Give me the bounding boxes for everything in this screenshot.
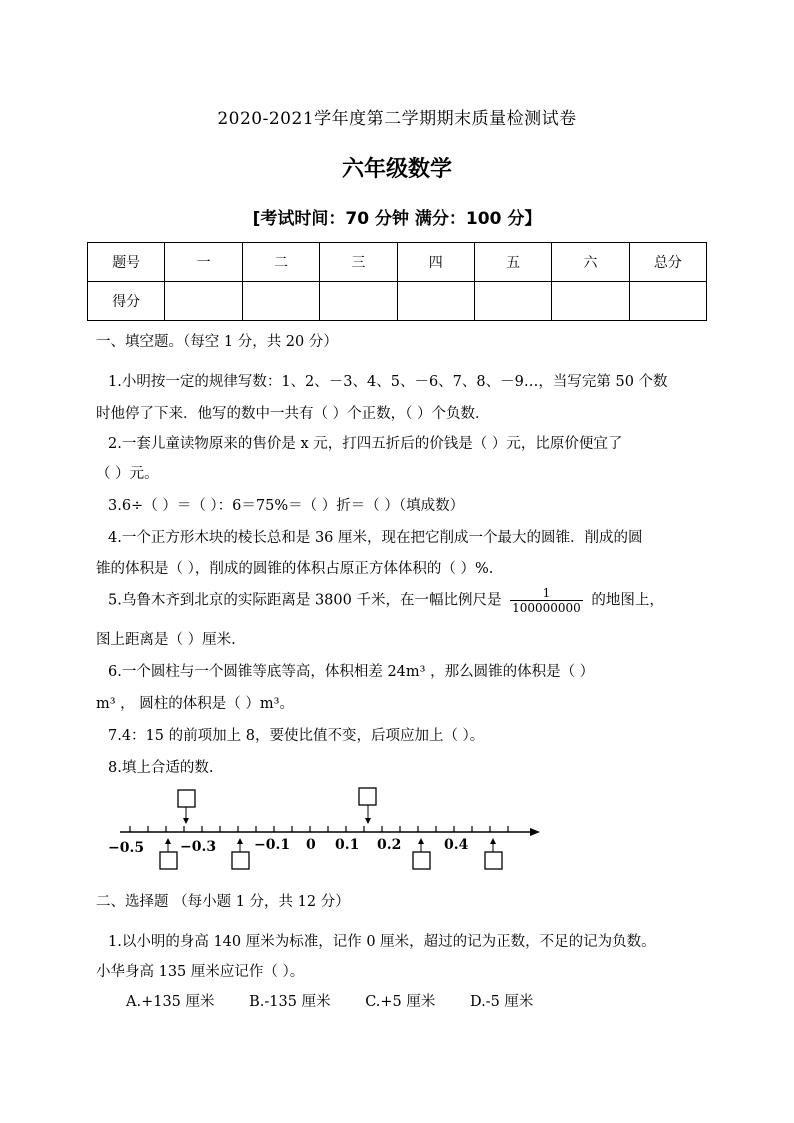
q1-line1: 1.小明按一定的规律写数：1、2、－3、4、5、－6、7、8、－9…，当写完第 50 个数 — [108, 374, 668, 390]
exam-title: 2020-2021学年度第二学期期末质量检测试卷 — [217, 109, 577, 129]
score-table-cell: 题号 — [88, 243, 165, 282]
section1-heading: 一、填空题。（每空 1 分，共 20 分） — [96, 334, 338, 350]
score-table-cell: 一 — [165, 243, 242, 282]
score-table-cell: 五 — [474, 243, 551, 282]
s2-q1-options — [126, 990, 563, 1011]
score-table-cell: 六 — [552, 243, 629, 282]
q1-line2: 时他停了下来．他写的数中一共有（ ）个正数，（ ）个负数． — [96, 406, 490, 422]
q5-line2: 图上距离是（ ）厘米. — [96, 632, 236, 648]
score-table-score-row — [88, 282, 707, 321]
s2-q1-line1: 1.以小明的身高 140 厘米为标准，记作 0 厘米，超过的记为正数，不足的记为负数。 — [108, 934, 656, 950]
q2-line2: （ ）元。 — [96, 466, 159, 482]
q8: 8.填上合适的数. — [108, 760, 214, 776]
pointer-up-2-head — [237, 838, 243, 844]
score-table-cell: 总分 — [629, 243, 706, 282]
tick-label: 0 — [306, 837, 316, 853]
answer-box-top-1 — [178, 790, 195, 807]
subject-title: 六年级数学 — [341, 157, 452, 182]
score-table-cell: 二 — [242, 243, 319, 282]
score-blank-cell — [165, 282, 242, 321]
score-label-cell: 得分 — [88, 282, 165, 321]
q4-line2: 锥的体积是（ ），削成的圆锥的体积占原正方体体积的（ ）%. — [96, 561, 494, 577]
q7: 7.4：15 的前项加上 8，要使比值不变，后项应加上（ ）。 — [108, 728, 485, 744]
pointer-up-1-head — [165, 838, 171, 844]
pointer-down-2-head — [365, 818, 371, 824]
score-blank-cell — [474, 282, 551, 321]
tick-label: 0.1 — [335, 837, 360, 853]
q4-line1: 4.一个正方形木块的棱长总和是 36 厘米，现在把它削成一个最大的圆锥．削成的圆 — [108, 530, 643, 546]
pointer-up-3-head — [418, 838, 424, 844]
score-blank-cell — [320, 282, 397, 321]
tick-label: 0.4 — [444, 837, 469, 853]
answer-box-bottom-2 — [232, 852, 249, 869]
q5-text-after: 的地图上， — [591, 592, 664, 609]
q3: 3.6÷（ ）＝（ ）：6＝75%＝（ ）折＝（ ）（填成数） — [108, 498, 465, 514]
answer-box-bottom-4 — [485, 852, 502, 869]
s2-q1-line2: 小华身高 135 厘米应记作（ ）。 — [96, 964, 305, 980]
tick-label: −0.3 — [180, 839, 217, 855]
tick-label: 0.2 — [377, 837, 402, 853]
answer-box-bottom-3 — [413, 852, 430, 869]
q2-line1: 2.一套儿童读物原来的售价是 x 元，打四五折后的价钱是（ ）元，比原价便宜了 — [108, 436, 623, 452]
fraction-numerator: 1 — [510, 586, 583, 601]
q5-text-before: 5.乌鲁木齐到北京的实际距离是 3800 千米，在一幅比例尺是 — [108, 592, 502, 609]
score-table-header-row — [88, 243, 707, 282]
score-blank-cell — [242, 282, 319, 321]
score-table-cell: 三 — [320, 243, 397, 282]
score-blank-cell — [552, 282, 629, 321]
answer-box-bottom-1 — [160, 852, 177, 869]
fraction-denominator: 100000000 — [512, 601, 581, 615]
number-line-figure — [100, 780, 550, 880]
pointer-down-1-head — [183, 818, 189, 824]
exam-info: [考试时间：70 分钟 满分：100 分】 — [252, 209, 542, 229]
q6-line1: 6.一个圆柱与一个圆锥等底等高，体积相差 24m³ ，那么圆锥的体积是（ ） — [108, 664, 595, 680]
score-blank-cell — [629, 282, 706, 321]
option-d: D.-5 厘米 — [469, 994, 534, 1010]
q6-line2: m³ ， 圆柱的体积是（ ）m³。 — [96, 696, 294, 712]
pointer-up-4-head — [490, 838, 496, 844]
score-blank-cell — [397, 282, 474, 321]
scale-fraction — [510, 586, 583, 615]
score-table-cell: 四 — [397, 243, 474, 282]
option-a: A.+135 厘米 — [126, 994, 215, 1010]
score-table — [87, 242, 707, 321]
answer-box-top-2 — [359, 788, 376, 805]
section2-heading: 二、选择题 （每小题 1 分，共 12 分） — [96, 894, 350, 910]
number-line-ticks — [130, 826, 508, 832]
option-b: B.-135 厘米 — [249, 994, 331, 1010]
tick-label: −0.5 — [108, 840, 145, 856]
option-c: C.+5 厘米 — [365, 994, 436, 1010]
q5-line1 — [108, 586, 664, 615]
tick-label: −0.1 — [254, 837, 291, 853]
number-line-arrow — [530, 828, 540, 836]
